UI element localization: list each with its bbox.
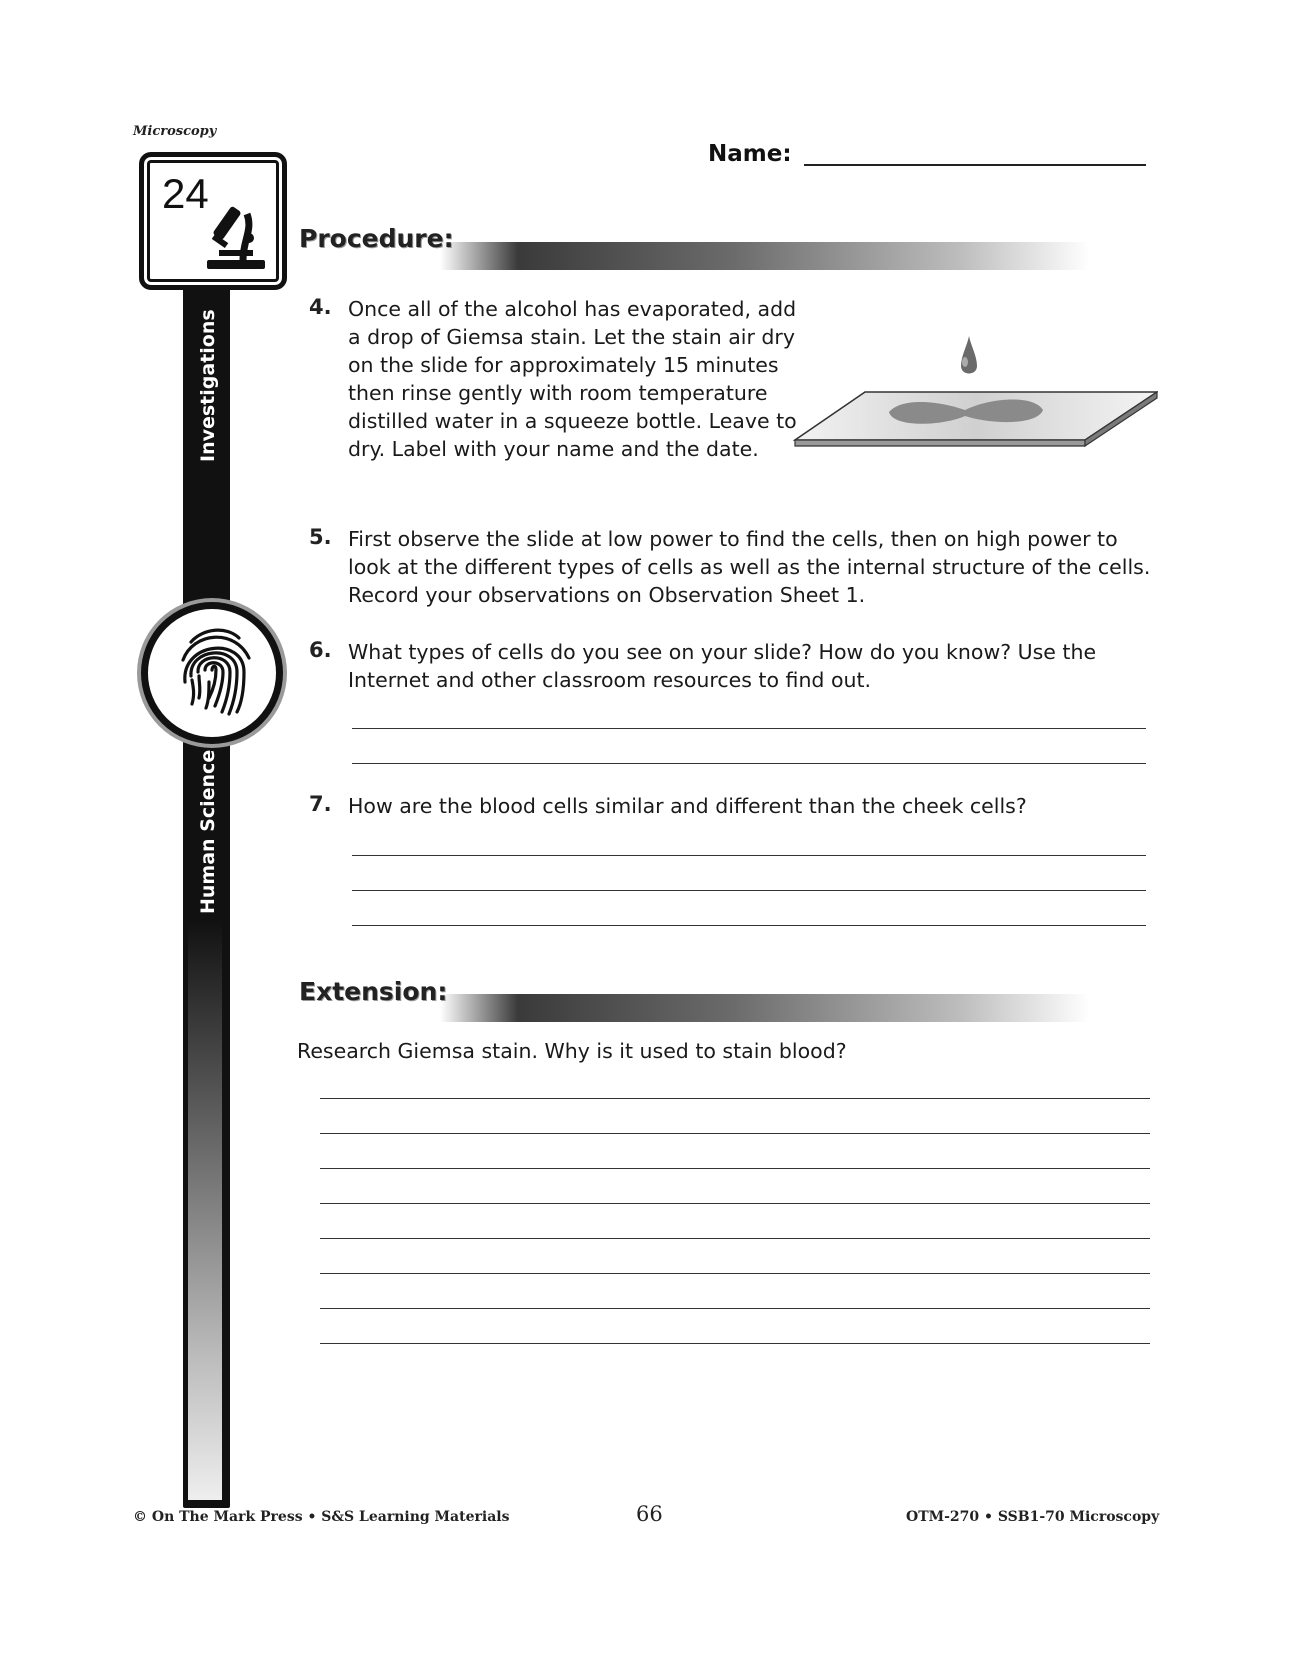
side-label-human-science: Human Science: [197, 749, 219, 914]
answer-line[interactable]: [320, 1133, 1150, 1134]
slide-with-stain-drop: [793, 336, 1158, 458]
answer-line[interactable]: [352, 763, 1146, 764]
procedure-header-bar: [440, 242, 1090, 270]
name-label: Name:: [708, 141, 792, 167]
running-head: Microscopy: [133, 124, 217, 139]
procedure-step-4: Once all of the alcohol has evaporated, add a drop of Giemsa stain. Let the stain air dry on the slide for approximately 15 minutes then rinse gently with room temperature distilled water in a squeeze bottle. Leave to dry. Label with your name and the date.: [348, 297, 797, 461]
procedure-title: Procedure:: [299, 224, 454, 253]
extension-prompt: Research Giemsa stain. Why is it used to stain blood?: [297, 1039, 847, 1063]
procedure-step-6: What types of cells do you see on your slide? How do you know? Use the Internet and other classroom resources to find out.: [348, 640, 1097, 692]
footer-catalog: OTM-270 • SSB1-70 Microscopy: [906, 1509, 1160, 1525]
lesson-number: 24: [162, 170, 209, 217]
extension-header-bar: [440, 994, 1090, 1022]
answer-line[interactable]: [320, 1273, 1150, 1274]
procedure-step-5: First observe the slide at low power to find the cells, then on high power to look at the different types of cells as well as the internal structure of the cells. Record your observations on Observation Sheet 1.: [348, 527, 1151, 607]
footer-copyright: © On The Mark Press • S&S Learning Materials: [133, 1509, 510, 1525]
item-number: 5.: [309, 525, 332, 549]
answer-line[interactable]: [352, 890, 1146, 891]
name-write-line[interactable]: [804, 164, 1146, 166]
answer-line[interactable]: [320, 1168, 1150, 1169]
answer-line[interactable]: [320, 1238, 1150, 1239]
answer-line[interactable]: [320, 1098, 1150, 1099]
side-label-investigations: Investigations: [197, 309, 219, 462]
answer-line[interactable]: [352, 925, 1146, 926]
answer-line[interactable]: [320, 1308, 1150, 1309]
answer-line[interactable]: [320, 1343, 1150, 1344]
answer-line[interactable]: [320, 1203, 1150, 1204]
page-number: 66: [636, 1502, 663, 1526]
side-bar-gradient: [188, 920, 222, 1500]
fingerprint-icon: [169, 620, 255, 720]
item-number: 6.: [309, 638, 332, 662]
answer-line[interactable]: [352, 855, 1146, 856]
answer-line[interactable]: [352, 728, 1146, 729]
procedure-step-7: How are the blood cells similar and different than the cheek cells?: [348, 794, 1027, 818]
item-number: 7.: [309, 792, 332, 816]
item-number: 4.: [309, 295, 332, 319]
extension-title: Extension:: [299, 977, 448, 1006]
microscope-icon: [203, 200, 269, 272]
